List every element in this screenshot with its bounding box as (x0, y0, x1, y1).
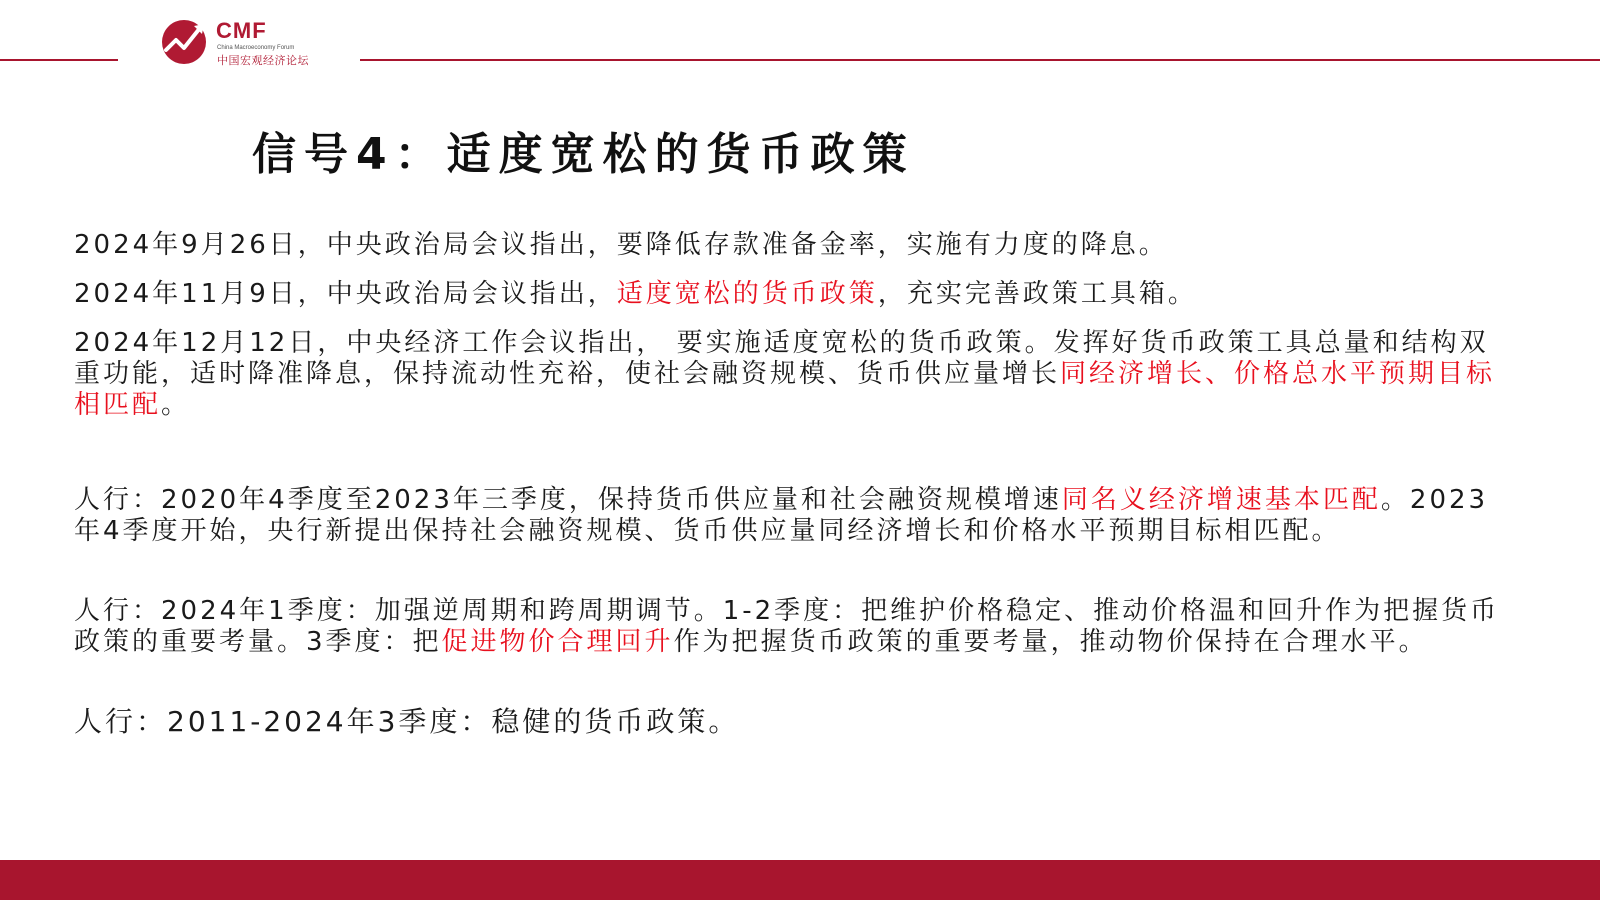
footer-bar (0, 860, 1600, 900)
paragraph-4 (74, 485, 1514, 547)
paragraph-6 (74, 706, 1514, 737)
paragraph-5-text: 人行：2024年1季度：加强逆周期和跨周期调节。1-2季度：把维护价格稳定、推动价格温和回升作为把握货币政策的重要考量。3季度：把 (74, 596, 1500, 657)
logo-subtitle-en: China Macroeconomy Forum (217, 45, 295, 51)
paragraph-2 (74, 279, 1514, 310)
header-rule-left (0, 59, 118, 61)
header-rule-right (360, 59, 1600, 61)
logo-text: CMF (216, 18, 267, 43)
logo-subtitle-cn: 中国宏观经济论坛 (217, 54, 309, 67)
paragraph-2-text-end: ，充实完善政策工具箱。 (877, 279, 1197, 309)
paragraph-5-highlight: 促进物价合理回升 (441, 627, 674, 657)
cmf-logo (160, 16, 360, 68)
paragraph-5 (74, 596, 1514, 658)
paragraph-2-highlight: 适度宽松的货币政策 (616, 279, 878, 309)
paragraph-3 (74, 328, 1514, 421)
paragraph-3-text-end: 。 (161, 390, 191, 420)
paragraph-4-highlight: 同名义经济增速基本匹配 (1061, 485, 1381, 515)
paragraph-3-highlight: 同经济增长、价格总水平预期目标相匹配 (74, 359, 1496, 420)
paragraph-1-text: 2024年9月26日，中央政治局会议指出，要降低存款准备金率，实施有力度的降息。 (74, 230, 1168, 260)
paragraph-2-text: 2024年11月9日，中央政治局会议指出， (74, 279, 617, 309)
cmf-logo-mark-icon (160, 18, 212, 66)
paragraph-1 (74, 230, 1514, 261)
paragraph-4-text: 人行：2020年4季度至2023年三季度，保持货币供应量和社会融资规模增速 (74, 485, 1062, 515)
slide-title: 信号4：适度宽松的货币政策 (252, 129, 915, 180)
paragraph-4-text-end: 。2023年4季度开始，央行新提出保持社会融资规模、货币供应量同经济增长和价格水平预期目标相匹配。 (74, 485, 1489, 546)
paragraph-3-text: 2024年12月12日，中央经济工作会议指出， 要实施适度宽松的货币政策。发挥好货币政策工具总量和结构双重功能，适时降准降息，保持流动性充裕，使社会融资规模、货币供应量增长 (74, 328, 1489, 389)
paragraph-6-text: 人行：2011-2024年3季度：稳健的货币政策。 (74, 705, 740, 738)
paragraph-5-text-end: 作为把握货币政策的重要考量，推动物价保持在合理水平。 (673, 627, 1428, 657)
